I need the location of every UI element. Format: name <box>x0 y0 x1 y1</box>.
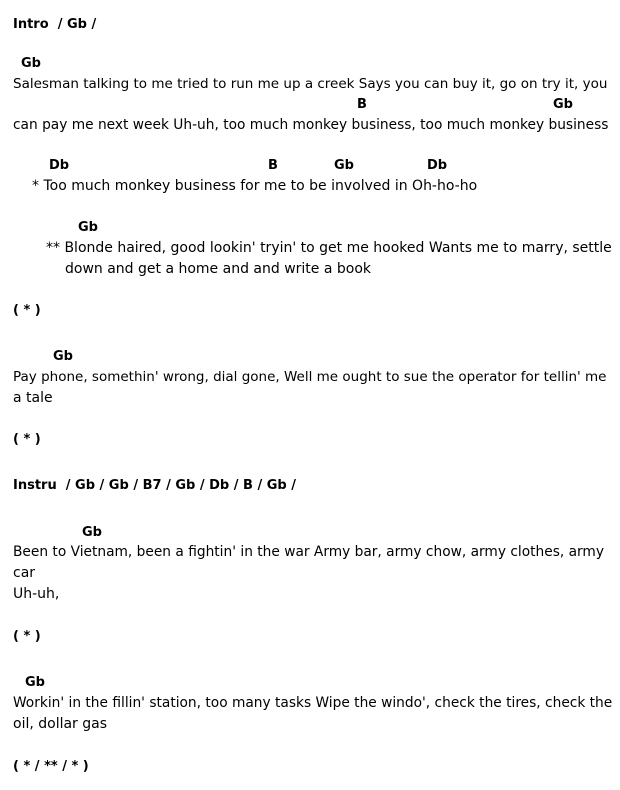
lyric-line: can pay me next week Uh-uh, too much monkey business, too much monkey business <box>13 117 609 133</box>
chord-gb: Gb <box>53 349 73 364</box>
chord-gb: Gb <box>553 97 573 112</box>
lyric-line: ** Blonde haired, good lookin' tryin' to get me hooked Wants me to marry, settle <box>46 240 612 256</box>
outro-line: ( * / ** / * ) <box>13 759 89 774</box>
chorus-line: * Too much monkey business for me to be involved in Oh-ho-ho <box>32 178 478 194</box>
intro-line: Intro / Gb / <box>13 17 97 32</box>
lyric-line: down and get a home and and write a book <box>65 261 372 277</box>
chord-gb: Gb <box>334 158 354 173</box>
instrumental-line: Instru / Gb / Gb / B7 / Gb / Db / B / Gb / <box>13 478 296 493</box>
chord-gb: Gb <box>25 675 45 690</box>
chord-db: Db <box>49 158 70 173</box>
lyric-line: Uh-uh, <box>13 586 60 602</box>
lyric-line: a tale <box>13 390 53 406</box>
chord-gb: Gb <box>21 56 41 71</box>
lyric-line: Pay phone, somethin' wrong, dial gone, Well me ought to sue the operator for tellin' me <box>13 369 607 385</box>
chord-db: Db <box>427 158 448 173</box>
lyric-line: Workin' in the fillin' station, too many tasks Wipe the windo', check the tires, check the <box>13 695 613 711</box>
chord-gb: Gb <box>82 525 102 540</box>
chord-b: B <box>268 158 278 173</box>
chord-gb: Gb <box>78 220 98 235</box>
lyric-line: car <box>13 565 36 581</box>
lyric-line: Been to Vietnam, been a fightin' in the war Army bar, army chow, army clothes, army <box>13 544 604 560</box>
chorus-repeat: ( * ) <box>13 629 41 644</box>
chorus-repeat: ( * ) <box>13 303 41 318</box>
chorus-repeat: ( * ) <box>13 432 41 447</box>
lyric-line: Salesman talking to me tried to run me up a creek Says you can buy it, go on try it, you <box>13 76 608 92</box>
chord-b: B <box>357 97 367 112</box>
lyric-line: oil, dollar gas <box>13 716 108 732</box>
